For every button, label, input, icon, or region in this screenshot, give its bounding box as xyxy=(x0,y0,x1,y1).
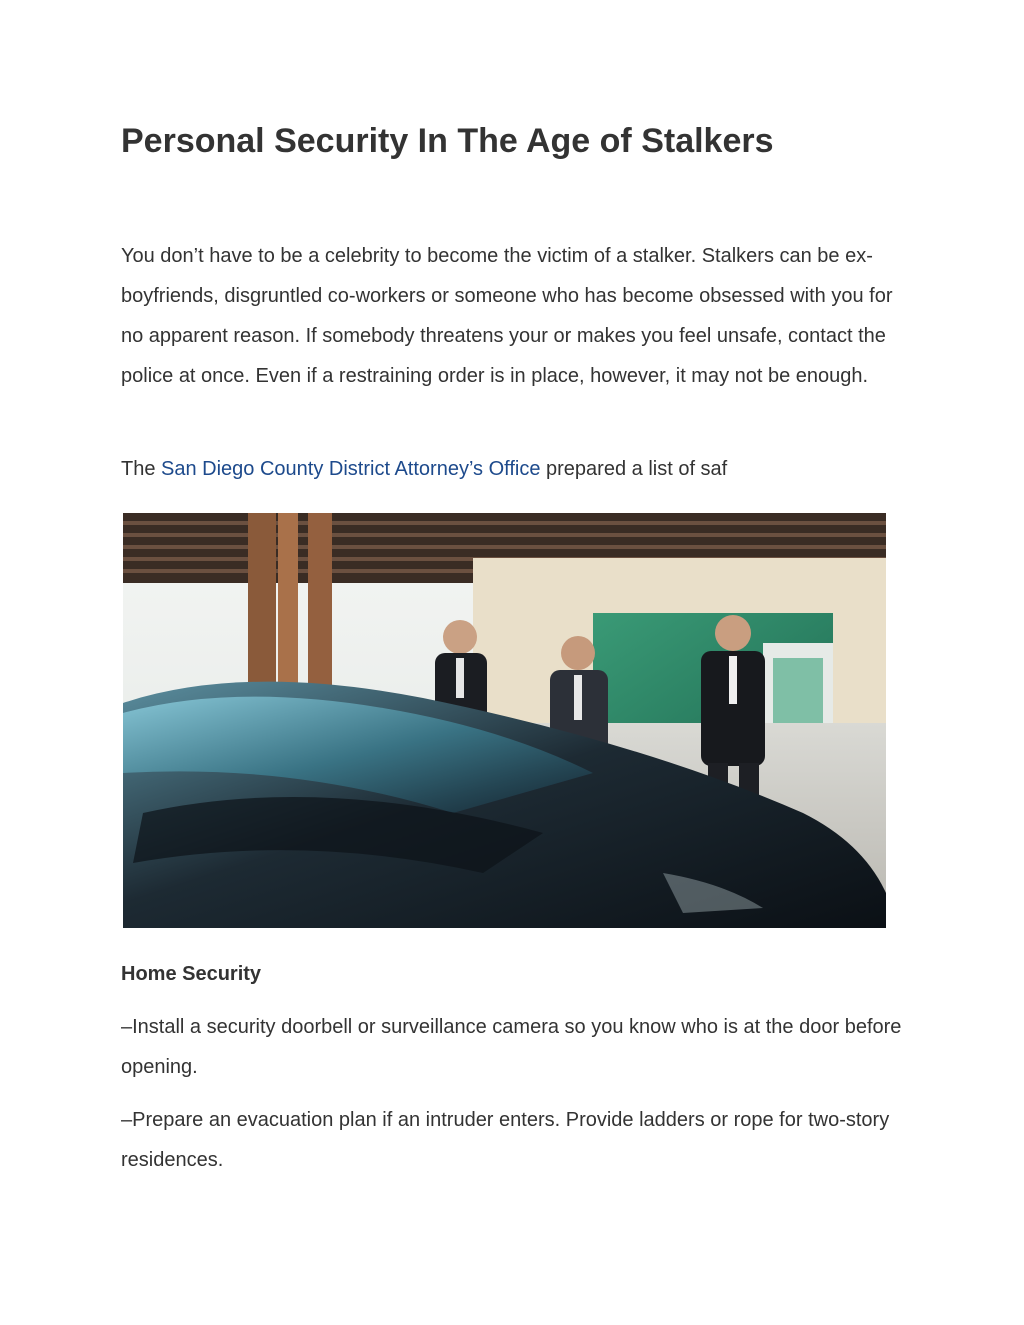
source-prefix: The xyxy=(121,458,162,480)
intro-paragraph: You don’t have to be a celebrity to become the victim of a stalker. Stalkers can be ex-boyfriends, disgruntled co-workers or someone who has become obsessed with you for no apparent reason. If somebody threatens your or makes you feel unsafe, contact the police at once. Even if a restraining order is in place, however, it may not be enough. xyxy=(121,245,893,387)
source-suffix: prepared a list of saf xyxy=(540,458,728,480)
tip-item: –Prepare an evacuation plan if an intruder enters. Provide ladders or rope for two-story residences. xyxy=(121,1109,890,1171)
source-paragraph xyxy=(121,449,911,489)
page-title: Personal Security In The Age of Stalkers xyxy=(121,122,774,160)
tip-item: –Install a security doorbell or surveillance camera so you know who is at the door before opening. xyxy=(121,1016,902,1078)
bodyguards-photo xyxy=(123,513,886,928)
district-attorney-link[interactable]: San Diego County District Attorney’s Office xyxy=(161,458,541,480)
section-heading: Home Security xyxy=(121,963,262,985)
